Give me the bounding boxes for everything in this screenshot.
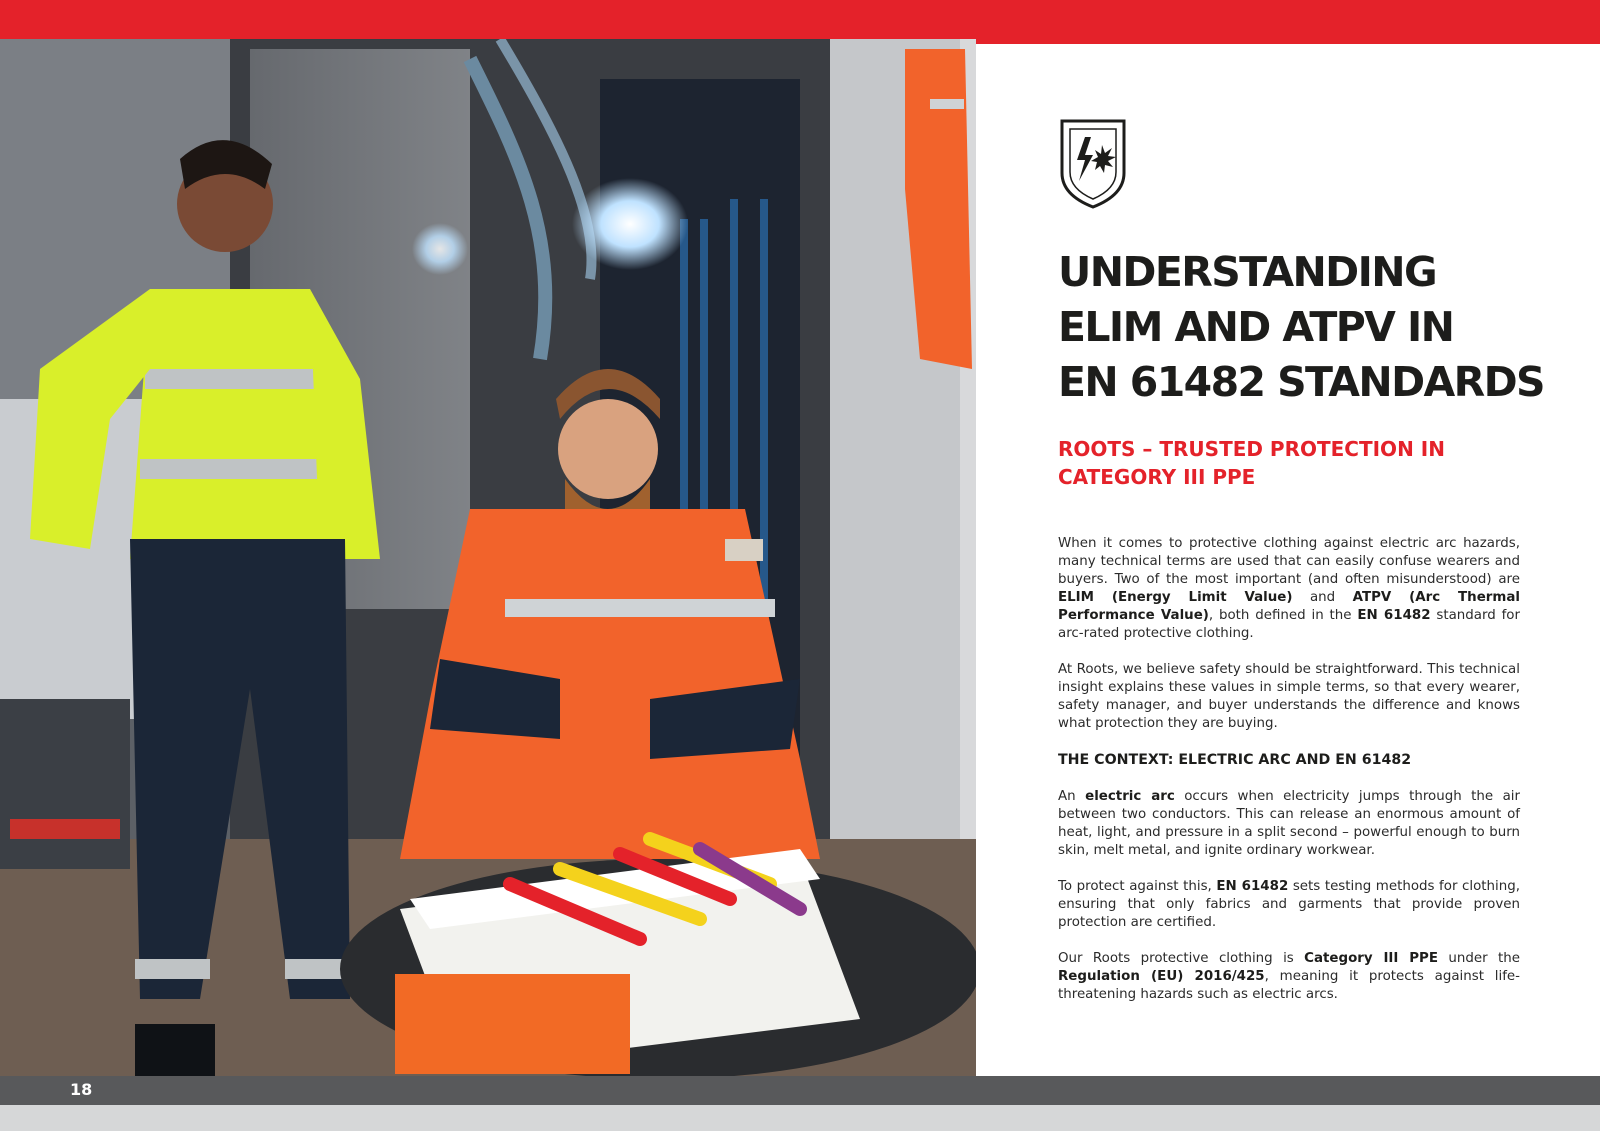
article-column <box>1058 115 1544 1022</box>
bold-term: EN 61482 <box>1216 879 1289 894</box>
text-run: and <box>1292 590 1353 605</box>
page-subtitle-line: ROOTS – TRUSTED PROTECTION IN <box>1058 437 1445 461</box>
photo-illustration <box>0 39 976 1076</box>
page-subtitle-line: CATEGORY III PPE <box>1058 465 1256 489</box>
page-title-line: EN 61482 STANDARDS <box>1058 358 1544 406</box>
hero-photo <box>0 39 976 1076</box>
paragraph-electric-arc <box>1058 788 1520 860</box>
page-subtitle <box>1058 435 1520 491</box>
text-run: sets testing methods for clothing, ensuring that only fabrics and garments that provide proven protection are certified. <box>1058 879 1520 930</box>
text-run: , both defined in the <box>1208 608 1358 623</box>
bold-term: ATPV (Arc Thermal Performance Value) <box>1058 590 1520 623</box>
article-body <box>1058 535 1520 1004</box>
text-run: under the <box>1437 951 1520 966</box>
bold-term: Regulation (EU) 2016/425 <box>1058 969 1265 984</box>
page-number: 18 <box>70 1080 93 1099</box>
bold-term: electric arc <box>1085 789 1175 804</box>
bold-term: EN 61482 <box>1357 608 1431 623</box>
footer-strip <box>0 1105 1600 1131</box>
bold-term: Category III PPE <box>1304 951 1438 966</box>
page-title-line: UNDERSTANDING <box>1058 248 1437 296</box>
text-run: , meaning it protects against life-threatening hazards such as electric arcs. <box>1058 969 1521 1002</box>
text-run: To protect against this, <box>1058 879 1217 894</box>
page-title <box>1058 245 1544 410</box>
text-run: At Roots, we believe safety should be straightforward. This technical insight explains these values in simple terms, so that every wearer, safety manager, and buyer understands the difference and knows what protection they are buying. <box>1058 662 1520 731</box>
shield-lightning-arc-icon <box>1058 115 1128 211</box>
paragraph-category <box>1058 950 1520 1004</box>
footer-bar <box>0 1076 1600 1105</box>
page-title-line: ELIM AND ATPV IN <box>1058 303 1454 351</box>
paragraph-intro <box>1058 535 1520 643</box>
paragraph-roots <box>1058 661 1520 733</box>
text-run: An <box>1058 789 1086 804</box>
paragraph-standard <box>1058 878 1520 932</box>
text-run: standard for arc-rated protective clothing. <box>1058 608 1521 641</box>
top-accent-bar <box>0 0 1600 44</box>
bold-term: ELIM (Energy Limit Value) <box>1058 590 1293 605</box>
text-run: When it comes to protective clothing against electric arc hazards, many technical terms are used that can easily confuse wearers and buyers. Two of the most important (and often misunderstood) are <box>1058 536 1520 587</box>
text-run: Our Roots protective clothing is <box>1058 951 1305 966</box>
section-heading: THE CONTEXT: ELECTRIC ARC AND EN 61482 <box>1058 752 1412 768</box>
text-run: occurs when electricity jumps through the air between two conductors. This can release an enormous amount of heat, light, and pressure in a split second – powerful enough to burn skin, melt metal, and ignite ordinary workwear. <box>1058 789 1521 858</box>
